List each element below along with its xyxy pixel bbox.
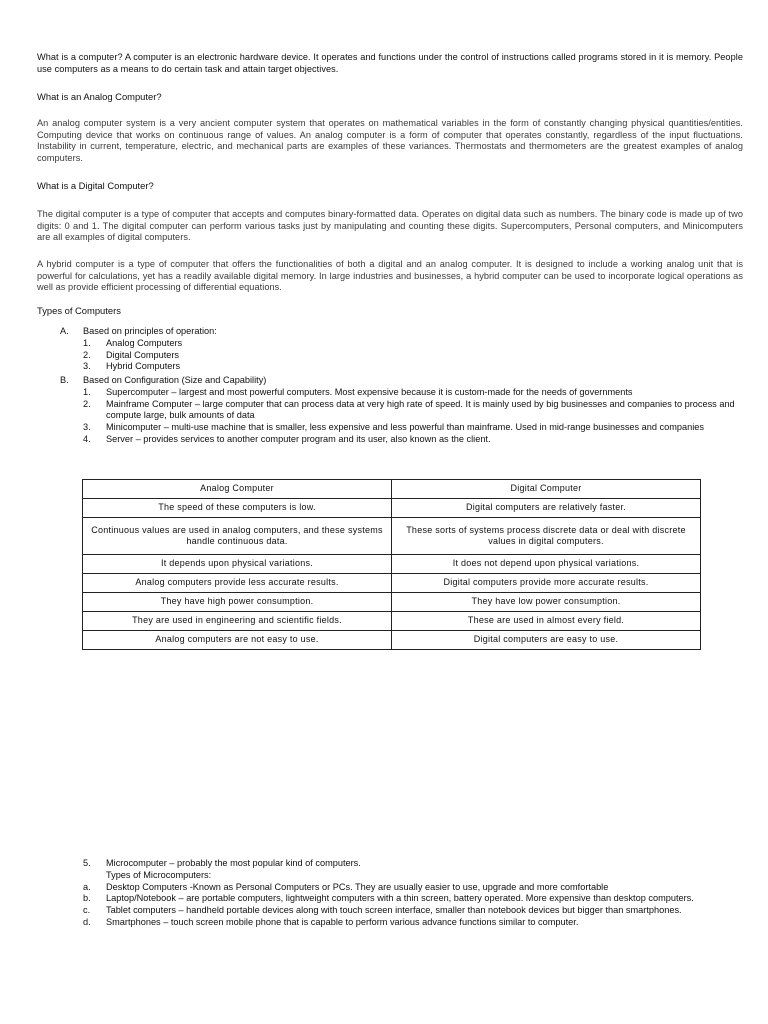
list-marker: 1.	[83, 386, 91, 397]
digital-paragraph: The digital computer is a type of computer that accepts and computes binary-formatted data. Operates on digital data such as numbers. The binary code is made up of two digits: 0 and 1. The digital computer can perform various tasks just by manipulating and counting these digits. Supercomputers, Personal computers, and Minicomputers are all examples of digital computers.	[37, 209, 743, 243]
list-marker: 4.	[83, 433, 91, 444]
table-cell: Digital computers are easy to use.	[392, 631, 701, 650]
section-b-label: Based on Configuration (Size and Capability)	[83, 375, 267, 385]
section-b	[60, 375, 744, 446]
table-cell: It does not depend upon physical variations.	[392, 555, 701, 574]
list-marker: d.	[83, 916, 91, 927]
intro-paragraph: What is a computer? A computer is an electronic hardware device. It operates and functions under the control of instructions called programs stored in it is memory. People use computers as a means to do certain task and attain target objectives.	[37, 52, 743, 74]
list-item	[83, 882, 743, 894]
list-item	[83, 350, 740, 362]
list-text: Minicomputer – multi-use machine that is smaller, less expensive and less powerful than mainframe. Used in mid-range businesses and companies	[106, 422, 704, 433]
table-cell: These sorts of systems process discrete data or deal with discrete values in digital computers.	[392, 518, 701, 555]
section-a-label: Based on principles of operation:	[83, 326, 217, 336]
table-row	[83, 574, 701, 593]
table-row	[83, 499, 701, 518]
section-a-items	[60, 338, 740, 373]
section-a-marker: A.	[60, 326, 69, 336]
microcomputer-item	[83, 858, 743, 870]
table-row	[83, 612, 701, 631]
table-header-cell: Digital Computer	[392, 480, 701, 499]
microcomputer-subheading: Types of Microcomputers:	[106, 869, 212, 880]
list-marker: 2.	[83, 398, 91, 409]
comparison-table	[82, 479, 701, 650]
list-item	[83, 387, 744, 399]
table-cell: They have high power consumption.	[83, 593, 392, 612]
table-row	[83, 631, 701, 650]
section-b-items	[60, 387, 744, 446]
table-cell: They are used in engineering and scientific fields.	[83, 612, 392, 631]
table-header-row	[83, 480, 701, 499]
list-marker: 3.	[83, 422, 91, 433]
microcomputer-section	[83, 858, 743, 929]
list-text: Smartphones – touch screen mobile phone that is capable to perform various advance functions similar to computer.	[106, 916, 579, 927]
list-item	[83, 434, 744, 446]
list-text: Tablet computers – handheld portable devices along with touch screen interface, smaller than notebook devices but bigger than smartphones.	[106, 905, 682, 916]
table-cell: They have low power consumption.	[392, 593, 701, 612]
types-heading: Types of Computers	[37, 305, 121, 316]
analog-heading: What is an Analog Computer?	[37, 91, 162, 102]
list-item	[83, 422, 744, 434]
table-row	[83, 593, 701, 612]
list-marker: 1.	[83, 337, 91, 348]
table-cell: Analog computers provide less accurate results.	[83, 574, 392, 593]
table-cell: Continuous values are used in analog computers, and these systems handle continuous data.	[83, 518, 392, 555]
list-item	[83, 361, 740, 373]
list-marker: c.	[83, 905, 91, 916]
list-text: Desktop Computers -Known as Personal Computers or PCs. They are usually easier to use, upgrade and more comfortable	[106, 881, 609, 892]
list-item	[83, 893, 743, 905]
section-b-title	[60, 375, 744, 387]
analog-paragraph: An analog computer system is a very ancient computer system that operates on mathematical variables in the form of constantly changing physical quantities/entities. Computing device that works on continuous range of values. An analog computer is a form of computer that operates constantly, regardless of the input fluctuations. Instability in current, temperature, electric, and mechanical parts are examples of these variances. Thermostats and thermometers are the greatest examples of analog computers.	[37, 118, 743, 163]
section-a	[60, 326, 740, 373]
hybrid-paragraph: A hybrid computer is a type of computer that offers the functionalities of both a digital and an analog computer. It is designed to include a working analog unit that is powerful for calculations, yet has a readily available digital memory. In large industries and businesses, a hybrid computer can be used to incorporate logical operations as well as provide efficient processing of differential equations.	[37, 259, 743, 293]
list-item	[83, 917, 743, 929]
list-marker: 2.	[83, 349, 91, 360]
list-text: Analog Computers	[106, 337, 183, 348]
table-cell: It depends upon physical variations.	[83, 555, 392, 574]
list-text: Hybrid Computers	[106, 361, 181, 372]
list-text: Microcomputer – probably the most popular kind of computers.	[106, 858, 361, 868]
list-text: Digital Computers	[106, 349, 180, 360]
section-a-title	[60, 326, 740, 338]
list-item	[83, 905, 743, 917]
list-text: Server – provides services to another computer program and its user, also known as the client.	[106, 433, 491, 444]
list-item	[83, 399, 744, 423]
list-text: Supercomputer – largest and most powerful computers. Most expensive because it is custom-made for the needs of governments	[106, 386, 633, 397]
table-cell: Digital computers provide more accurate results.	[392, 574, 701, 593]
table-row	[83, 518, 701, 555]
table-header-cell: Analog Computer	[83, 480, 392, 499]
table-row	[83, 555, 701, 574]
list-item	[83, 338, 740, 350]
microcomputer-types	[83, 882, 743, 929]
list-text: Laptop/Notebook – are portable computers, lightweight computers with a thin screen, battery operated. More expensive than desktop computers.	[106, 893, 694, 904]
table-cell: Digital computers are relatively faster.	[392, 499, 701, 518]
list-marker: b.	[83, 893, 91, 904]
section-b-marker: B.	[60, 375, 69, 385]
list-marker: 5.	[83, 858, 91, 868]
table-cell: The speed of these computers is low.	[83, 499, 392, 518]
digital-heading: What is a Digital Computer?	[37, 180, 154, 191]
list-text: Mainframe Computer – large computer that can process data at very high rate of speed. It is mainly used by big businesses and companies to process and compute large, bulk amounts of data	[106, 398, 735, 421]
table-cell: Analog computers are not easy to use.	[83, 631, 392, 650]
list-marker: 3.	[83, 361, 91, 372]
list-marker: a.	[83, 881, 91, 892]
table-cell: These are used in almost every field.	[392, 612, 701, 631]
